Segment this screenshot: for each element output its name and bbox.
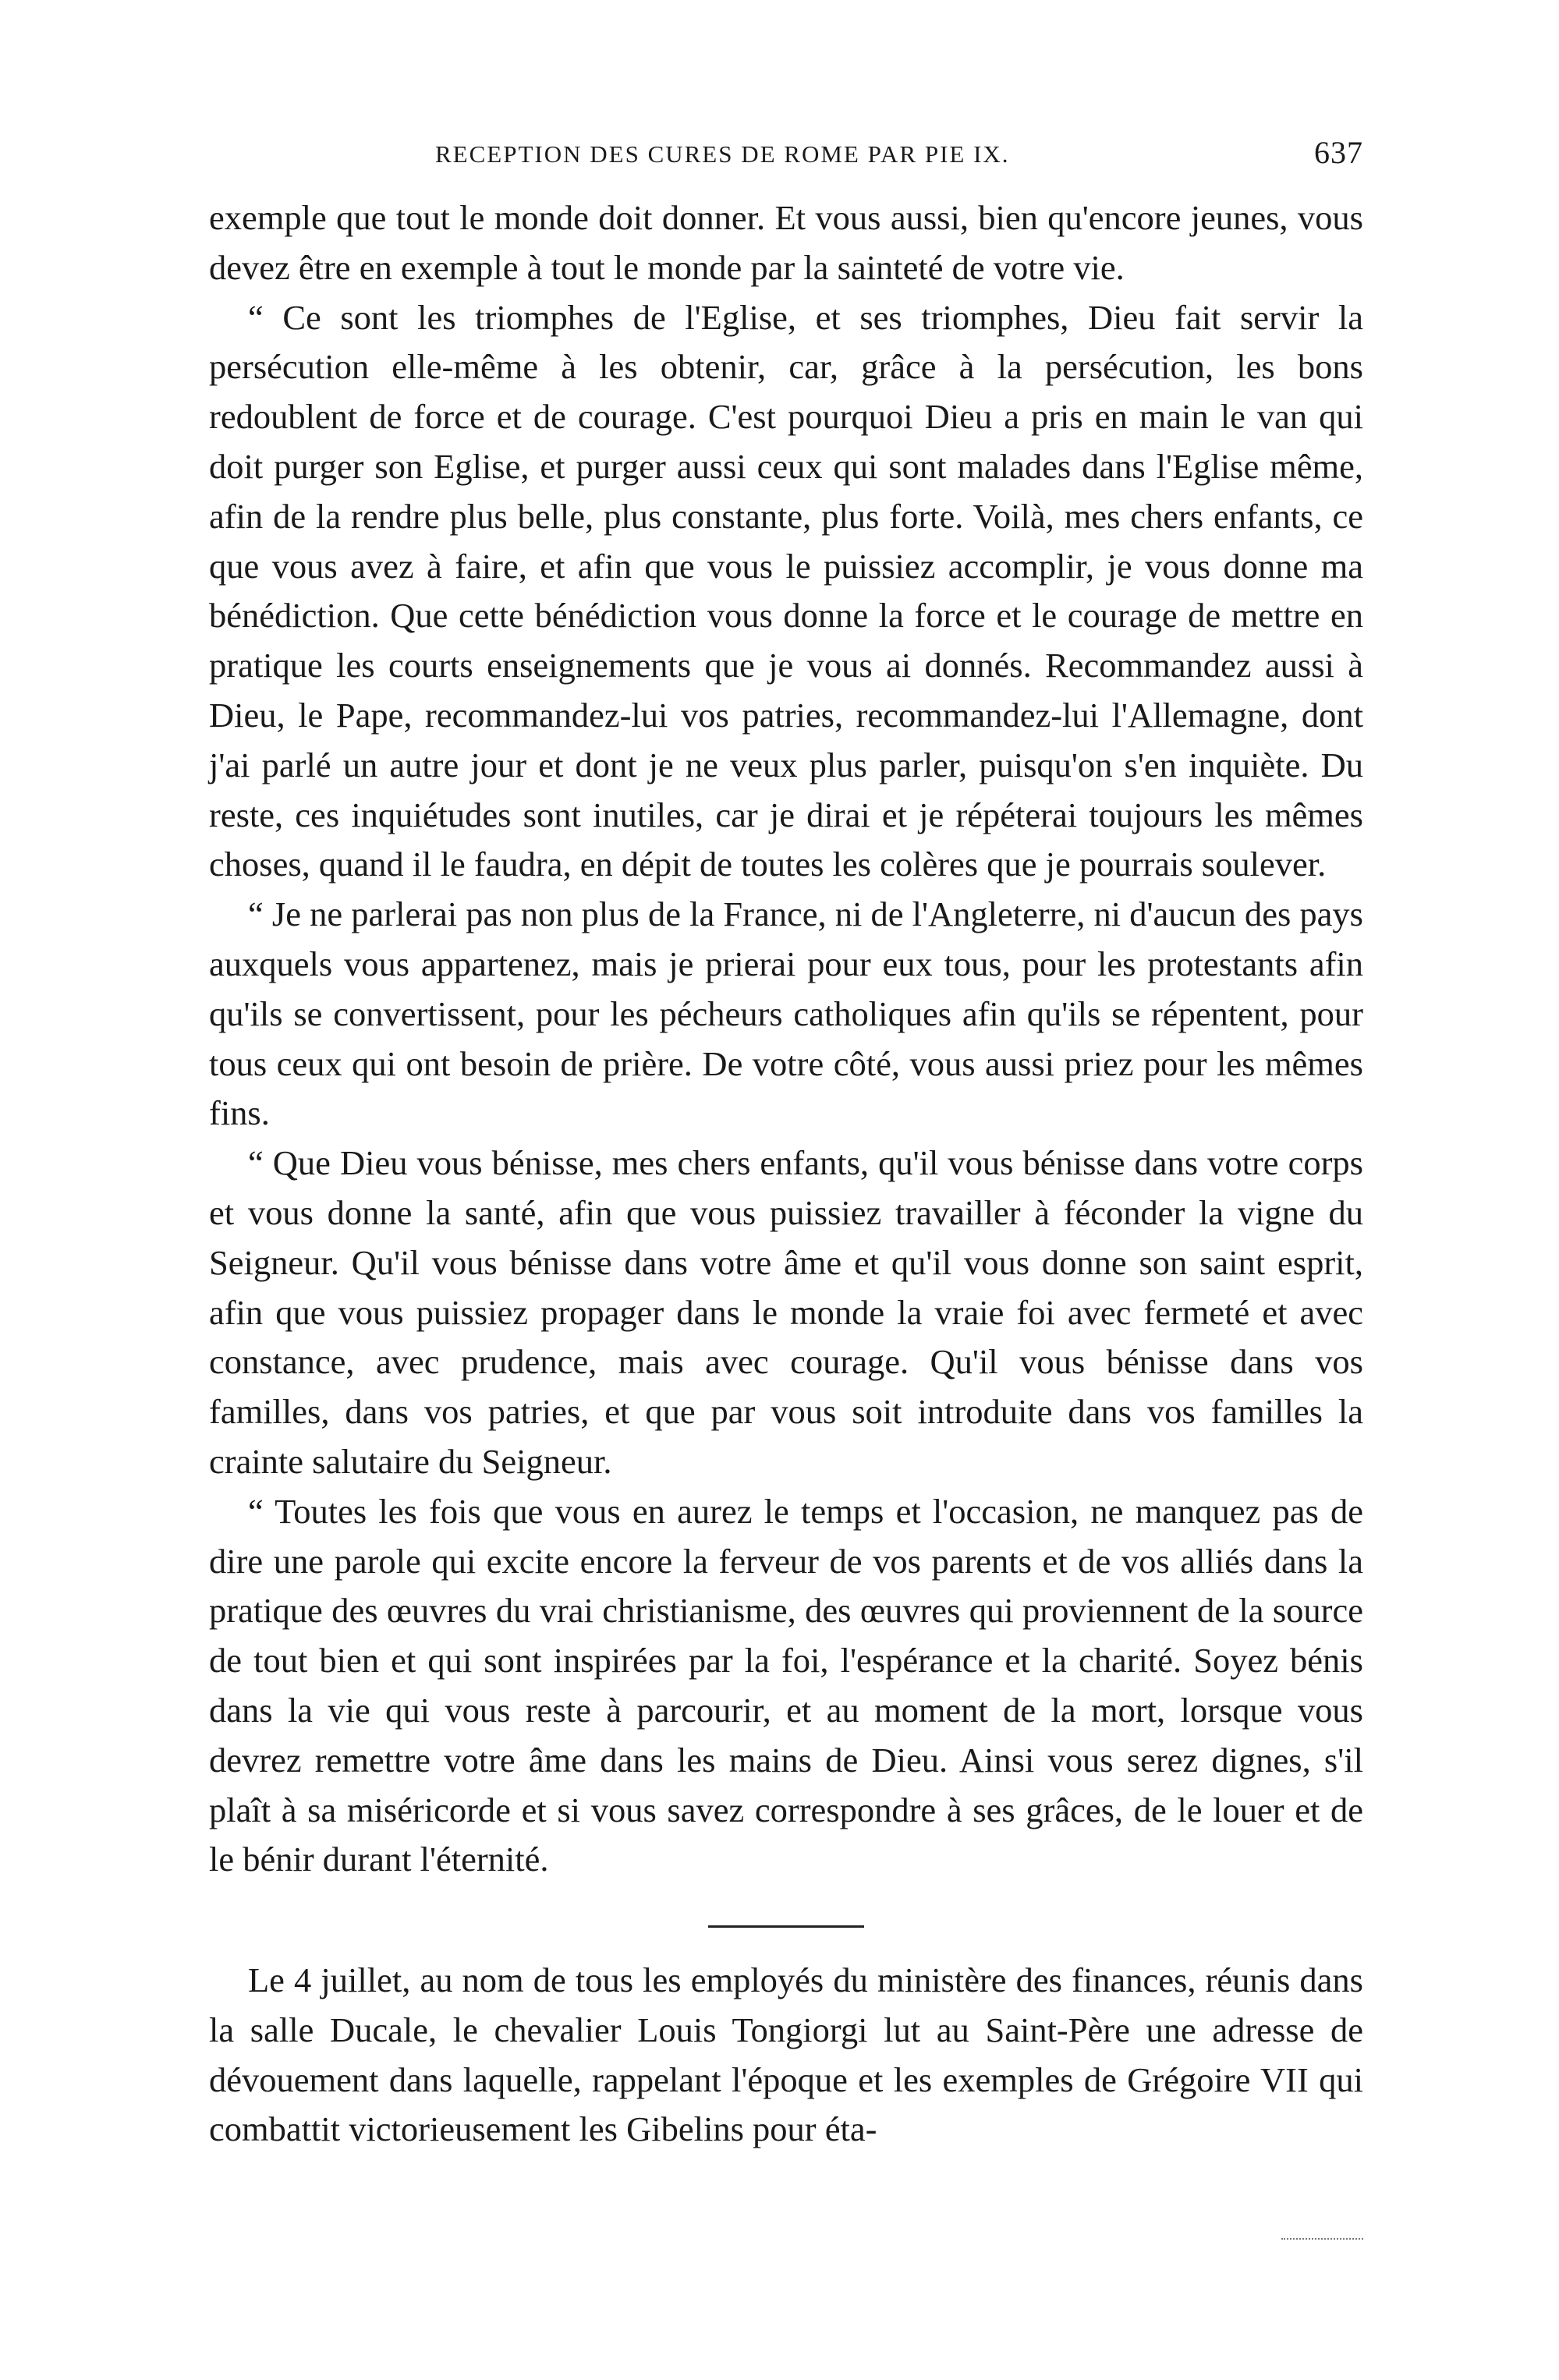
running-header <box>209 133 1363 179</box>
paragraph-quote: “ Que Dieu vous bénisse, mes chers enfants, qu'il vous bénisse dans votre corps et vous donne la santé, afin que vous puissiez travailler à féconder la vigne du Seigneur. Qu'il vous bénisse dans votre âme et qu'il vous donne son saint esprit, afin que vous puissiez propager dans le monde la vraie foi avec fermeté et avec constance, avec prudence, mais avec courage. Qu'il vous bénisse dans vos familles, dans vos patries, et que par vous soit introduite dans vos familles la crainte salutaire du Seigneur. <box>209 1143 1363 1481</box>
paragraph-new-section: Le 4 juillet, au nom de tous les employés du ministère des finances, réunis dans la salle Ducale, le chevalier Louis Tongiorgi lut au Saint-Père une adresse de dévouement dans laquelle, rappelant l'époque et les exemples de Grégoire VII qui combattit victorieusement les Gibelins pour éta- <box>209 1960 1363 2149</box>
section-divider <box>708 1925 864 1928</box>
page-number: 637 <box>1314 135 1363 170</box>
paragraph-quote: “ Ce sont les triomphes de l'Eglise, et ses triomphes, Dieu fait servir la persécution elle-même à les obtenir, car, grâce à la persécution, les bons redoublent de force et de courage. C'est pourquoi Dieu a pris en main le van qui doit purger son Eglise, et purger aussi ceux qui sont malades dans l'Eglise même, afin de la rendre plus belle, plus constante, plus forte. Voilà, mes chers enfants, ce que vous avez à faire, et afin que vous le puissiez accomplir, je vous donne ma bénédiction. Que cette bénédiction vous donne la force et le courage de mettre en pratique les courts enseignements que je vous ai donnés. Recommandez aussi à Dieu, le Pape, recommandez-lui vos patries, recommandez-lui l'Allemagne, dont j'ai parlé un autre jour et dont je ne veux plus parler, puisqu'on s'en inquiète. Du reste, ces inquiétudes sont inutiles, car je dirai et je répéterai toujours les mêmes choses, quand il le faudra, en dépit de toutes les colères que je pourrais soulever. <box>209 297 1363 884</box>
paragraph-quote: “ Je ne parlerai pas non plus de la France, ni de l'Angleterre, ni d'aucun des pays auxquels vous appartenez, mais je prierai pour eux tous, pour les protestants afin qu'ils se convertissent, pour les pécheurs catholiques afin qu'ils se répentent, pour tous ceux qui ont besoin de prière. De votre côté, vous aussi priez pour les mêmes fins. <box>209 894 1363 1133</box>
body-text <box>209 193 1363 2155</box>
paragraph-quote: “ Toutes les fois que vous en aurez le temps et l'occasion, ne manquez pas de dire une parole qui excite encore la ferveur de vos parents et de vos alliés dans la pratique des œuvres du vrai christianisme, des œuvres qui proviennent de la source de tout bien et qui sont inspirées par la foi, l'espérance et la charité. Soyez bénis dans la vie qui vous reste à parcourir, et au moment de la mort, lorsque vous devrez remettre votre âme dans les mains de Dieu. Ainsi vous serez dignes, s'il plaît à sa miséricorde et si vous savez correspondre à ses grâces, de le louer et de le bénir durant l'éternité. <box>209 1491 1363 1879</box>
running-title: RECEPTION DES CURES DE ROME PAR PIE IX. <box>435 140 1010 168</box>
book-page <box>209 133 1363 2155</box>
footer-mark <box>1281 2238 1363 2240</box>
paragraph-continuation: exemple que tout le monde doit donner. Et vous aussi, bien qu'encore jeunes, vous devez être en exemple à tout le monde par la sainteté de votre vie. <box>209 198 1363 287</box>
